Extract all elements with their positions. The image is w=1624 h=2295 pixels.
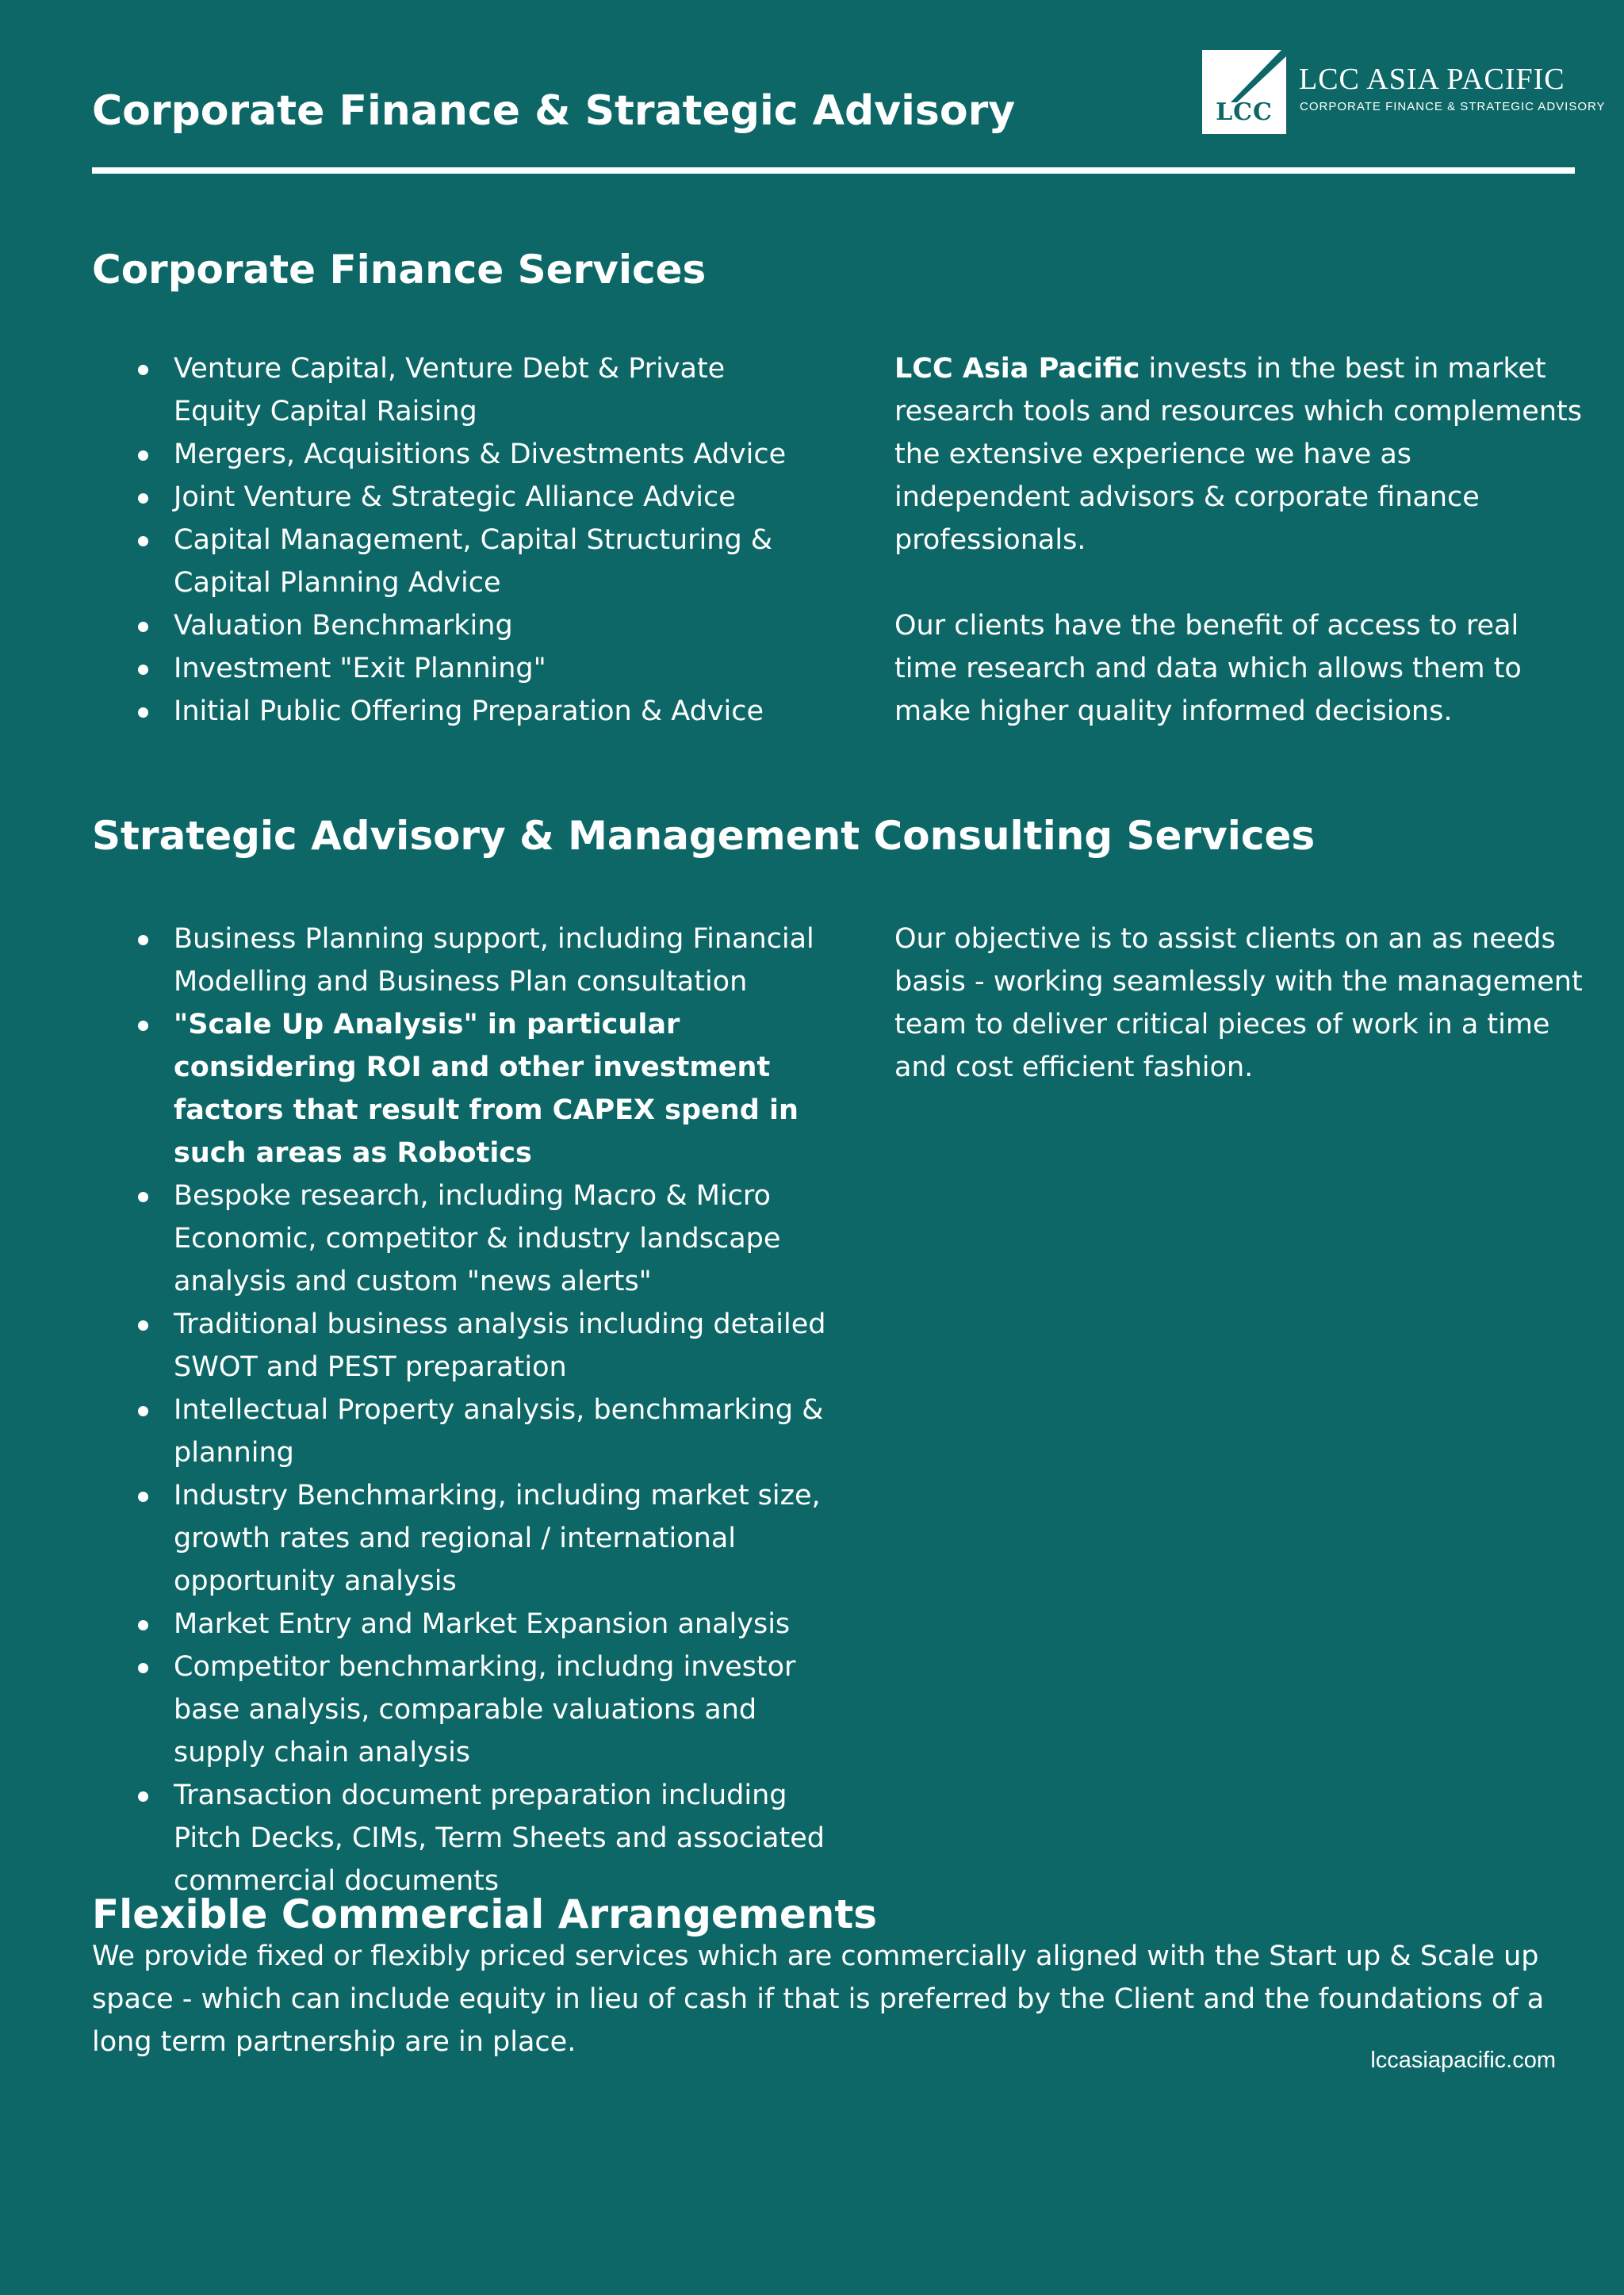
brand-name: LCC Asia Pacific [894, 353, 1140, 385]
description-text: invests in the best in market research tools and resources which complements the extensive experience we have as independent advisors & corporate finance professionals. [894, 353, 1582, 556]
list-item: Market Entry and Market Expansion analysis [92, 1603, 853, 1646]
logo-company-name: LCC ASIA PACIFIC [1299, 63, 1565, 96]
list-item: Traditional business analysis including detailed SWOT and PEST preparation [92, 1303, 853, 1389]
description-paragraph: Our clients have the benefit of access to real time research and data which allows them to make higher quality informed decisions. [894, 610, 1522, 727]
list-item: Industry Benchmarking, including market size, growth rates and regional / international opportunity analysis [92, 1474, 853, 1603]
list-item: Initial Public Offering Preparation & Advice [92, 690, 806, 733]
strategic-advisory-heading: Strategic Advisory & Management Consulting Services [92, 813, 1316, 859]
flexible-arrangements-heading: Flexible Commercial Arrangements [92, 1891, 878, 1937]
list-item-highlight: "Scale Up Analysis" in particular considering ROI and other investment factors that result from CAPEX spend in such areas as Robotics [92, 1003, 853, 1174]
header [92, 0, 1606, 176]
page [92, 0, 1606, 2295]
description-paragraph: Our objective is to assist clients on an as needs basis - working seamlessly with the management team to deliver critical pieces of work in a time and cost efficient fashion. [894, 923, 1583, 1083]
list-item: Capital Management, Capital Structuring & Capital Planning Advice [92, 519, 806, 604]
website-url: lccasiapacific.com [1370, 2048, 1556, 2073]
logo-mark [1202, 50, 1286, 134]
list-item: Business Planning support, including Financial Modelling and Business Plan consultation [92, 918, 853, 1003]
list-item: Transaction document preparation including Pitch Decks, CIMs, Term Sheets and associated commercial documents [92, 1774, 853, 1902]
list-item: Investment "Exit Planning" [92, 647, 806, 690]
logo-tagline: CORPORATE FINANCE & STRATEGIC ADVISORY [1300, 100, 1606, 113]
list-item: Joint Venture & Strategic Alliance Advice [92, 476, 806, 519]
strategic-advisory-description [894, 918, 1584, 1089]
list-item: Intellectual Property analysis, benchmarking & planning [92, 1389, 853, 1474]
list-item: Bespoke research, including Macro & Micro Economic, competitor & industry landscape analysis and custom "news alerts" [92, 1174, 853, 1303]
flexible-arrangements-text: We provide fixed or flexibly priced services which are commercially aligned with the Start up & Scale up space - which can include equity in lieu of cash if that is preferred by the Client and the foundations of a long term partnership are in place. [92, 1941, 1545, 2058]
page-title: Corporate Finance & Strategic Advisory [92, 87, 1016, 135]
corporate-finance-heading: Corporate Finance Services [92, 247, 707, 293]
description-paragraph [894, 347, 1584, 561]
list-item: Competitor benchmarking, includng investor base analysis, comparable valuations and supply chain analysis [92, 1646, 853, 1774]
corporate-finance-description [894, 347, 1584, 733]
strategic-advisory-list [92, 918, 853, 1902]
list-item: Mergers, Acquisitions & Divestments Advice [92, 433, 806, 476]
list-item: Valuation Benchmarking [92, 604, 806, 647]
corporate-finance-list [92, 347, 806, 733]
company-logo [1202, 50, 1606, 134]
header-divider [92, 167, 1575, 174]
list-item: Venture Capital, Venture Debt & Private Equity Capital Raising [92, 347, 806, 433]
logo-mark-text: LCC [1216, 98, 1273, 126]
